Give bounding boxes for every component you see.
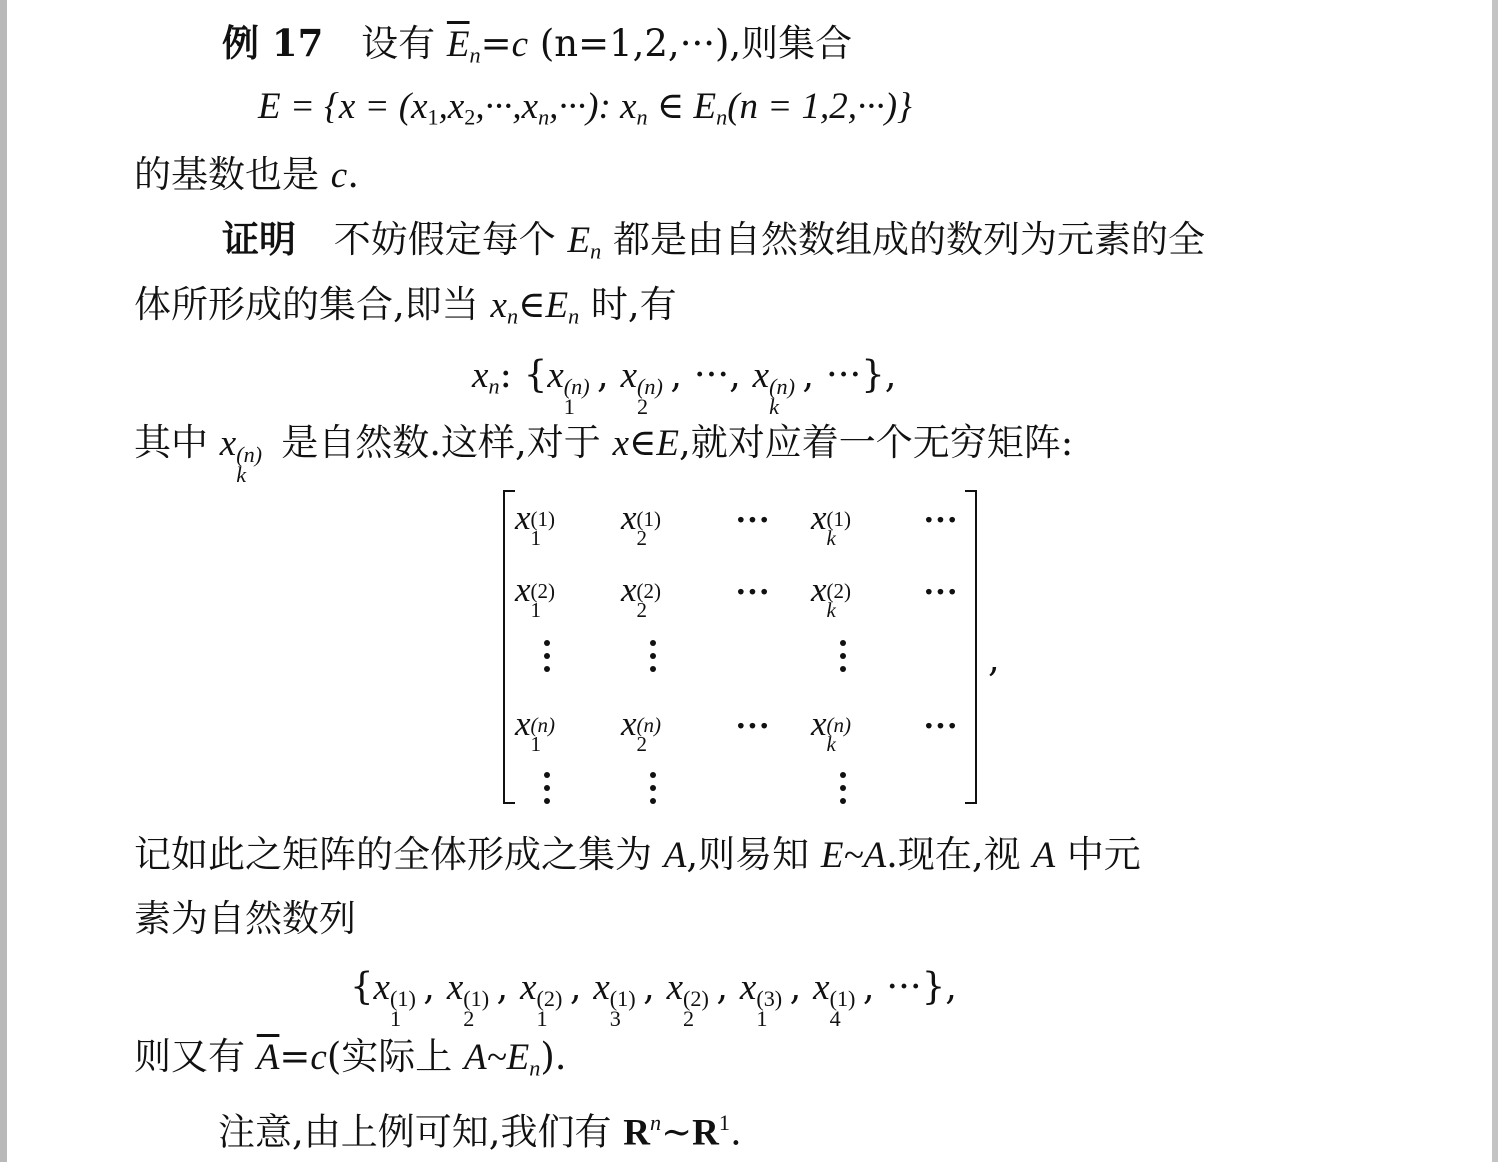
note-sim: ~ bbox=[661, 1110, 693, 1154]
sequence-line bbox=[472, 352, 897, 419]
diag-sep: , bbox=[789, 965, 814, 1008]
proof-text-4a: 记如此之矩阵的全体形成之集为 bbox=[134, 833, 652, 876]
matrix-entry: x (n) k bbox=[811, 704, 852, 756]
proof-line-5: 素为自然数列 bbox=[134, 897, 356, 940]
note-R2-sup-1: 1 bbox=[718, 1110, 730, 1135]
proof-A-sim-E: A~E bbox=[464, 1037, 530, 1078]
matrix-hdots: ··· bbox=[923, 706, 959, 745]
proof-E2: E bbox=[545, 285, 569, 326]
proof-text-6c: ). bbox=[540, 1035, 567, 1078]
matrix-hdots: ··· bbox=[735, 572, 771, 611]
matrix-vdots bbox=[544, 640, 550, 674]
note-R-sup-n: n bbox=[650, 1110, 662, 1135]
example-E: $\overline{E}$ bbox=[446, 24, 470, 65]
proof-E: E bbox=[567, 220, 591, 261]
diag-term: x (1) 1 bbox=[373, 967, 416, 1031]
note-R2: R bbox=[692, 1112, 719, 1154]
proof-c: c bbox=[310, 1037, 327, 1078]
proof-xE: x∈E bbox=[612, 423, 679, 464]
proof-E2-sub: n bbox=[568, 303, 580, 329]
matrix-vdots bbox=[650, 772, 656, 806]
proof-xk: x (n) k bbox=[219, 423, 263, 487]
seq-sep: , bbox=[802, 353, 826, 396]
set-sub-n: n bbox=[538, 104, 550, 130]
diag-term: x (1) 3 bbox=[593, 967, 636, 1031]
cardinality-c: c bbox=[330, 155, 348, 196]
proof-text-3a: 其中 bbox=[134, 421, 208, 464]
seq-term-k: x (n) k bbox=[752, 355, 795, 419]
diag-close: ···}, bbox=[886, 965, 957, 1008]
proof-text-2b: 时,有 bbox=[590, 283, 677, 326]
page-edge-right bbox=[1492, 0, 1498, 1162]
set-def-tail: (n = 1,2,···)} bbox=[727, 86, 912, 127]
diag-open: { bbox=[350, 965, 374, 1008]
diag-term: x (2) 2 bbox=[666, 967, 709, 1031]
seq-sep: , bbox=[597, 353, 621, 396]
diag-sep: , bbox=[423, 965, 447, 1008]
infinite-matrix bbox=[503, 490, 977, 802]
matrix-hdots: ··· bbox=[735, 706, 771, 745]
proof-label: 证明 bbox=[222, 217, 296, 261]
matrix-vdots bbox=[840, 772, 846, 806]
matrix-entry: x (1) 1 bbox=[515, 498, 556, 550]
matrix-hdots: ··· bbox=[923, 500, 959, 539]
set-sub-2: 2 bbox=[464, 104, 476, 130]
proof-A2: A bbox=[1032, 835, 1056, 876]
matrix-entry: x (2) k bbox=[811, 570, 852, 622]
proof-line-1 bbox=[222, 216, 1205, 275]
set-def-part4: ,···): x bbox=[549, 86, 637, 127]
matrix-hdots: ··· bbox=[735, 500, 771, 539]
diag-term: x (1) 2 bbox=[446, 967, 490, 1031]
matrix-vdots bbox=[840, 640, 846, 674]
proof-eq: = bbox=[279, 1035, 311, 1078]
proof-text-4d: 中元 bbox=[1066, 833, 1141, 876]
diag-sep: , bbox=[496, 965, 521, 1008]
proof-text-4b: ,则易知 bbox=[686, 833, 810, 876]
set-def-part2: ,x bbox=[438, 86, 465, 127]
matrix-entry: x (2) 1 bbox=[515, 570, 556, 622]
proof-text-1b: 都是由自然数组成的数列为元素的全 bbox=[613, 218, 1205, 261]
proof-line-3 bbox=[134, 420, 1074, 487]
proof-text-6b: (实际上 bbox=[326, 1035, 453, 1078]
matrix-vdots bbox=[650, 640, 656, 674]
cardinality-line bbox=[134, 152, 359, 199]
proof-line-2 bbox=[134, 282, 677, 340]
example-range: (n=1,2,···),则集合 bbox=[539, 22, 853, 65]
proof-A-bar: $\overline{A}$ bbox=[256, 1037, 280, 1078]
seq-sep: , bbox=[670, 353, 694, 396]
diag-term: x (1) 4 bbox=[813, 967, 856, 1031]
proof-line-4 bbox=[134, 832, 1141, 879]
proof-text-6a: 则又有 bbox=[134, 1035, 245, 1078]
example-eq: = bbox=[480, 22, 512, 65]
matrix-entry: x (n) 2 bbox=[621, 704, 662, 756]
set-sub-1: 1 bbox=[427, 104, 439, 130]
note-R: R bbox=[623, 1112, 651, 1154]
page-edge-left bbox=[0, 0, 7, 1162]
example-c: c bbox=[511, 24, 529, 65]
seq-close: }, bbox=[861, 353, 897, 396]
diag-sep: , bbox=[569, 965, 594, 1008]
seq-dots: ··· bbox=[693, 353, 730, 396]
set-E: E bbox=[258, 86, 281, 127]
seq-open: : { bbox=[499, 353, 548, 396]
proof-x-sub: n bbox=[506, 303, 519, 329]
proof-text-1a: 不妨假定每个 bbox=[333, 218, 556, 261]
proof-A: A bbox=[663, 835, 687, 876]
seq-term-1: x (n) 1 bbox=[547, 355, 590, 419]
proof-text-3b: 是自然数.这样,对于 bbox=[281, 421, 601, 464]
set-sub-n3: n bbox=[716, 104, 728, 130]
note-text: 注意,由上例可知,我们有 bbox=[218, 1110, 612, 1154]
matrix-bracket-left bbox=[503, 490, 515, 804]
diag-term: x (3) 1 bbox=[739, 967, 783, 1031]
set-def-part5: ∈ E bbox=[647, 86, 717, 127]
diag-sep: , bbox=[643, 965, 667, 1008]
diag-term: x (2) 1 bbox=[520, 967, 563, 1031]
matrix-bracket-right bbox=[965, 490, 977, 804]
matrix-entry: x (2) 2 bbox=[621, 570, 662, 622]
matrix-vdots bbox=[544, 772, 550, 806]
set-sub-n2: n bbox=[636, 104, 648, 130]
cardinality-end: . bbox=[347, 153, 359, 196]
note-end: . bbox=[729, 1110, 742, 1154]
seq-term-2: x (n) 2 bbox=[620, 355, 663, 419]
matrix-entry: x (1) k bbox=[811, 498, 852, 550]
matrix-hdots: ··· bbox=[923, 572, 959, 611]
set-def-part1: = {x = (x bbox=[289, 86, 428, 127]
proof-text-2a: 体所形成的集合,即当 bbox=[134, 283, 479, 326]
example-heading-line bbox=[222, 20, 852, 79]
proof-E-sim-A: E~A bbox=[820, 835, 887, 876]
proof-line-6 bbox=[134, 1034, 567, 1092]
diag-sep: , bbox=[862, 965, 887, 1008]
matrix-entry: x (n) 1 bbox=[515, 704, 556, 756]
set-def-part3: ,···,x bbox=[475, 86, 539, 127]
matrix-comma: , bbox=[988, 637, 1000, 680]
diag-sep: , bbox=[716, 965, 740, 1008]
matrix-entry: x (1) 2 bbox=[621, 498, 662, 550]
proof-text-4c: .现在,视 bbox=[886, 833, 1021, 876]
example-label: 例 17 bbox=[222, 21, 324, 65]
proof-in: ∈ bbox=[518, 283, 546, 326]
proof-E-sub: n bbox=[590, 238, 602, 264]
seq-x: x bbox=[472, 355, 489, 396]
seq-dots: ··· bbox=[825, 353, 862, 396]
diagonal-sequence bbox=[350, 964, 957, 1031]
seq-sep: , bbox=[729, 353, 753, 396]
proof-En-sub: n bbox=[529, 1055, 541, 1081]
proof-x: x bbox=[490, 285, 507, 326]
set-definition bbox=[258, 84, 912, 141]
note-line bbox=[218, 1100, 742, 1156]
example-lead: 设有 bbox=[361, 22, 436, 65]
cardinality-text: 的基数也是 bbox=[134, 153, 319, 196]
seq-x-sub: n bbox=[488, 373, 500, 399]
example-E-sub: n bbox=[469, 42, 481, 68]
proof-text-3c: ,就对应着一个无穷矩阵: bbox=[678, 421, 1074, 464]
